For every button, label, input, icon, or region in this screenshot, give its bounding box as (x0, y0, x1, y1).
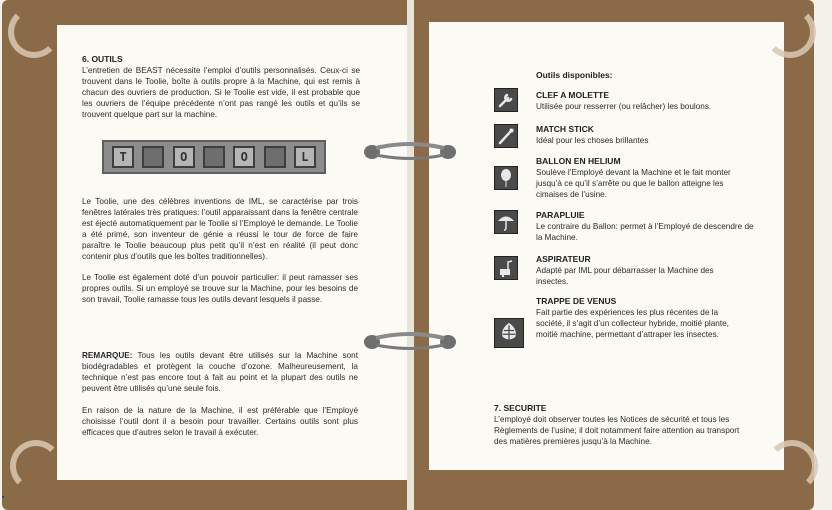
tool-description: Idéal pour les choses brillantes (536, 136, 649, 145)
tool-name: PARAPLUIE (536, 210, 585, 220)
section-title-securite: 7. SECURITE (494, 403, 547, 413)
scan-speck (2, 496, 4, 498)
corner-curl-decoration (764, 6, 816, 58)
toolbar-letter: O (173, 146, 195, 168)
tool-description: Adapté par IML pour débarrasser la Machine des insectes. (536, 266, 714, 286)
tool-name: CLEF A MOLETTE (536, 90, 610, 100)
page-gutter (407, 0, 414, 510)
binder-ring (360, 332, 460, 352)
toolbar-slot (203, 146, 225, 168)
corner-curl-decoration (766, 440, 818, 492)
tools-heading: Outils disponibles: (536, 70, 613, 80)
vacuum-icon (494, 256, 518, 280)
venus-trap-icon (494, 318, 524, 348)
tool-name: BALLON EN HELIUM (536, 156, 621, 166)
binder-ring (360, 142, 460, 162)
toolbar-letter: T (112, 146, 134, 168)
toolie-paragraph: Le Toolie, une des célèbres inventions de IML, se caractérise par trois fenêtres latérales très pratiques: l’outil apparaissant dans la fenêtre centrale est éjecté automatiquement par le Toolie si l’Employé le demande. Le Toolie a été primé, son inventeur de génie a réussi le tour de force de faire paraître le Toolie beaucoup plus petit qu’il n’est en réalité (il peut donc contenir plus d’outils que les boîtes traditionnelles). (82, 197, 358, 261)
security-paragraph: L’employé doit observer toutes les Notices de sécurité et tous les Règlements de l’usine; il doit notamment faire attention au transport des matières premières jusqu’à la Machine. (494, 415, 740, 446)
toolie-toolbar-image (102, 140, 326, 174)
intro-paragraph: L’entretien de BEAST nécessite l’emploi d’outils personnalisés. Ceux-ci se trouvent dans le Toolie, boîte à outils propre à la Machine, qui est remis à chacun des ouvriers de production. Si le Toolie est vide, il est probable que les ouvriers de l’équipe précédente n’ont pas rangé les outils et qu’ils se trouvent quelque part sur la machine. (82, 66, 360, 119)
wrench-icon (494, 88, 518, 112)
corner-curl-decoration (10, 440, 62, 492)
tool-description: Fait partie des expériences les plus récentes de la société, il s’agit d’un collecteur hybride, moitié plante, moitié machine, permettant d’attraper les insectes. (536, 308, 729, 339)
remark-text: Tous les outils devant être utilisés sur la Machine sont biodégradables et protègent la couche d’ozone. Malheureusement, la technique n’est pas encore tout à fait au point et la plupart des outils ne peuvent être utilisés qu’une seule fois. (82, 351, 358, 393)
power-paragraph: Le Toolie est également doté d’un pouvoir particulier: il peut ramasser ses propres outils. Si un employé se trouve sur la Machine, pour les besoins de son travail, Toolie ramasse tous les outils devant lesquels il passe. (82, 273, 358, 304)
balloon-icon (494, 166, 518, 190)
tool-description: Soulève l’Employé devant la Machine et le fait monter jusqu’à ce qu’il s’arrête ou que le ballon atteigne les cimaises de l’usine. (536, 168, 731, 199)
toolbar-slot (142, 146, 164, 168)
corner-curl-decoration (8, 6, 60, 58)
section-title-outils: 6. OUTILS (82, 54, 123, 64)
toolbar-letter: O (233, 146, 255, 168)
tool-name: ASPIRATEUR (536, 254, 591, 264)
remark-label: REMARQUE: (82, 351, 133, 360)
match-stick-icon (494, 124, 518, 148)
umbrella-icon (494, 210, 518, 234)
tool-name: TRAPPE DE VENUS (536, 296, 617, 306)
remark-paragraph (82, 350, 358, 394)
toolbar-slot (264, 146, 286, 168)
tool-description: Le contraire du Ballon: permet à l’Employé de descendre de la Machine. (536, 222, 754, 242)
toolbar-letter: L (294, 146, 316, 168)
reason-paragraph: En raison de la nature de la Machine, il est préférable que l’Employé choisisse l’outil dont il a besoin pour travailler. Certains outils sont plus efficaces que d’autres selon le travail à exécuter. (82, 406, 358, 437)
tool-name: MATCH STICK (536, 124, 594, 134)
tool-description: Utilisée pour resserrer (ou relâcher) les boulons. (536, 102, 712, 111)
